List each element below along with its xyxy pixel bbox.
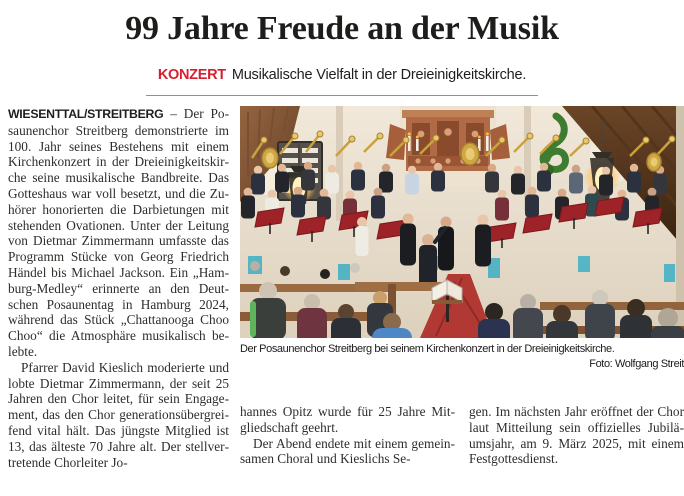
boy-in-white-shirt: [356, 217, 369, 256]
article-column-middle: [240, 404, 455, 467]
paragraph-text: Der Posaunenchor Streitberg demonstrierte im 100. Jahr seines Bestehens mit einem Kirchenkonzert in der Dreieinigkeitskirche seine musikalische Bandbreite. Das Gotteshaus war voll besetzt, und die Zuhörer honorierten die Darbietungen mit stehenden Ovationen. Unter der Leitung von Dietmar Zimmermann umfasste das Programm Stücke von Georg Friedrich Händel bis Michael Jackson. Ein „Hamburg-Medley“ erinnerte an den Deutschen Posaunentag in Hamburg 2024, während das Stück „Chattanooga Choo Choo“ die Atmosphäre musikalisch belebte.: [8, 106, 229, 359]
kicker-subtitle: Musikalische Vielfalt in der Dreieinigkeitskirche.: [231, 67, 527, 83]
paragraph: Der Abend endete mit einem gemeinsamen Choral und Kieslichs Se-: [240, 435, 455, 467]
article-column-left: [8, 106, 229, 470]
kicker-divider-rule: [146, 95, 538, 96]
article-body: [0, 106, 684, 470]
paragraph: hannes Opitz wurde für 25 Jahre Mitgliedschaft geehrt.: [240, 404, 455, 435]
kicker-label: KONZERT: [157, 67, 226, 83]
article-headline: 99 Jahre Freude an der Musik: [125, 10, 559, 47]
dateline: WIESENTTAL/STREITBERG: [8, 107, 164, 121]
photo-caption-text: Der Posaunenchor Streitberg bei seinem Kirchenkonzert in der Dreieinigkeitskirche.: [240, 343, 615, 355]
church-concert-illustration: [240, 106, 684, 338]
article-column-right-region: [240, 106, 684, 470]
article-column-right: [469, 404, 684, 467]
paragraph: gen. Im nächsten Jahr eröffnet der Chor laut Mitteilung sein offizielles Jubiläumsjahr, am 9. März 2025, mit einem Festgottesdienst.: [469, 404, 684, 467]
photo-caption: [240, 342, 684, 372]
dateline-dash: –: [163, 106, 184, 121]
kicker-line: [0, 66, 684, 84]
paragraph: [8, 106, 229, 360]
paragraph: Pfarrer David Kieslich moderierte und lobte Dietmar Zimmermann, der seit 25 Jahren den Chor leitet, für sein Engagement, das den Chor generationsübergreifend vital hält. Das jüngste Mitglied ist 13, das älteste 70 Jahre alt. Der stellvertretende Chorleiter Jo-: [8, 359, 229, 470]
photo-credit: Foto: Wolfgang Streit: [589, 358, 684, 370]
bottom-text-columns: [240, 404, 684, 467]
church-concert-photo: [240, 106, 684, 372]
